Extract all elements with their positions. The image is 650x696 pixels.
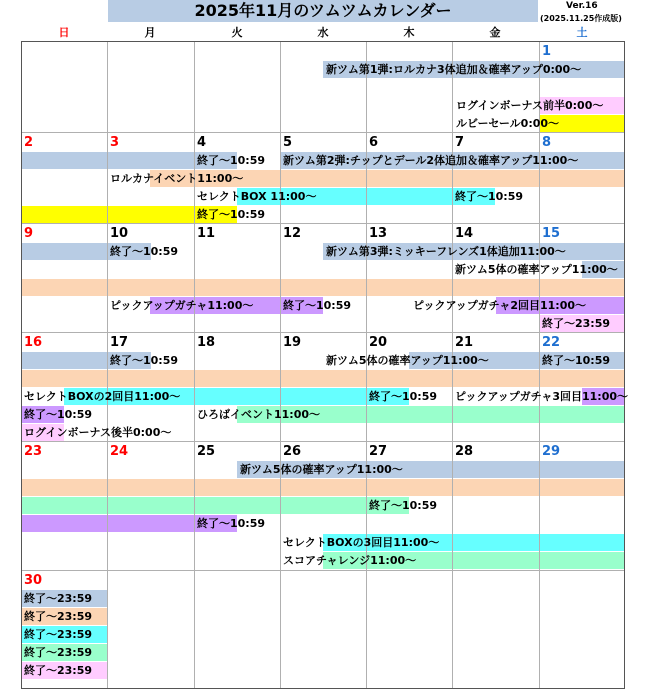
event-select-box: セレクトBOX 11:00～ bbox=[197, 190, 317, 203]
event-login-first-end: 終了～23:59 bbox=[542, 317, 611, 330]
date-21: 21 bbox=[455, 335, 474, 350]
event-pickup-gacha-end: 終了～10:59 bbox=[283, 299, 352, 312]
date-1: 1 bbox=[542, 44, 552, 59]
event-pickup-gacha-3-end: 終了～10:59 bbox=[197, 517, 266, 530]
made-date-label: (2025.11.25作成版) bbox=[540, 14, 622, 23]
date-17: 17 bbox=[110, 335, 129, 350]
weekday-sat: 土 bbox=[576, 26, 588, 39]
event-end-2: 終了～23:59 bbox=[24, 610, 93, 623]
event-select-box-end: 終了～10:59 bbox=[455, 190, 524, 203]
event-end-4: 終了～23:59 bbox=[24, 646, 93, 659]
date-19: 19 bbox=[283, 335, 302, 350]
date-14: 14 bbox=[455, 226, 474, 241]
event-end-new-tsum-3: 終了～10:59 bbox=[110, 354, 179, 367]
date-3: 3 bbox=[110, 135, 120, 150]
event-rate-up: 新ツム5体の確率アップ11:00～ bbox=[455, 263, 618, 276]
date-9: 9 bbox=[24, 226, 34, 241]
date-28: 28 bbox=[455, 444, 474, 459]
date-18: 18 bbox=[197, 335, 216, 350]
date-8: 8 bbox=[542, 135, 552, 150]
event-ruby-sale: ルビーセール0:00～ bbox=[456, 117, 560, 130]
event-new-tsum-3: 新ツム第3弾:ミッキーフレンズ1体追加11:00～ bbox=[326, 245, 566, 258]
date-12: 12 bbox=[283, 226, 302, 241]
date-2: 2 bbox=[24, 135, 34, 150]
date-5: 5 bbox=[283, 135, 293, 150]
event-lorcana: ロルカナイベント11:00～ bbox=[110, 172, 244, 185]
event-rate-up-2: 新ツム5体の確率アップ11:00～ bbox=[326, 354, 489, 367]
date-15: 15 bbox=[542, 226, 561, 241]
weekday-tue: 火 bbox=[231, 26, 243, 39]
event-pickup-gacha-2: ピックアップガチャ2回目11:00～ bbox=[413, 299, 587, 312]
event-end-5: 終了～23:59 bbox=[24, 664, 93, 677]
date-10: 10 bbox=[110, 226, 129, 241]
date-22: 22 bbox=[542, 335, 561, 350]
date-16: 16 bbox=[24, 335, 43, 350]
date-25: 25 bbox=[197, 444, 216, 459]
weekday-wed: 水 bbox=[317, 26, 329, 39]
date-6: 6 bbox=[369, 135, 379, 150]
weekday-mon: 月 bbox=[144, 26, 156, 39]
event-new-tsum-1: 新ツム第1弾:ロルカナ3体追加＆確率アップ0:00～ bbox=[326, 63, 582, 76]
weekday-thu: 木 bbox=[403, 26, 415, 39]
event-hiroba: ひろばイベント11:00～ bbox=[197, 408, 321, 421]
event-select-box-2: セレクトBOXの2回目11:00～ bbox=[24, 390, 181, 403]
event-end-3: 終了～23:59 bbox=[24, 628, 93, 641]
date-29: 29 bbox=[542, 444, 561, 459]
date-24: 24 bbox=[110, 444, 129, 459]
event-rate-up-3: 新ツム5体の確率アップ11:00～ bbox=[240, 463, 403, 476]
event-new-tsum-2: 新ツム第2弾:チップとデール2体追加＆確率アップ11:00～ bbox=[283, 154, 579, 167]
event-login-first: ログインボーナス前半0:00～ bbox=[456, 99, 604, 112]
weekday-fri: 金 bbox=[489, 26, 501, 39]
event-pickup-gacha-2-end: 終了～10:59 bbox=[24, 408, 93, 421]
event-end-new-tsum-1: 終了～10:59 bbox=[197, 154, 266, 167]
date-30: 30 bbox=[24, 573, 43, 588]
date-4: 4 bbox=[197, 135, 207, 150]
date-26: 26 bbox=[283, 444, 302, 459]
event-pickup-gacha-3: ピックアップガチャ3回目11:00～ bbox=[455, 390, 629, 403]
event-ruby-end: 終了～10:59 bbox=[197, 208, 266, 221]
event-rate-up-end: 終了～10:59 bbox=[542, 354, 611, 367]
event-login-second: ログインボーナス後半0:00～ bbox=[24, 426, 172, 439]
date-20: 20 bbox=[369, 335, 388, 350]
date-11: 11 bbox=[197, 226, 216, 241]
page-title: 2025年11月のツムツムカレンダー bbox=[108, 0, 538, 22]
weekday-sun: 日 bbox=[58, 26, 70, 39]
date-23: 23 bbox=[24, 444, 43, 459]
event-pickup-gacha: ピックアップガチャ11:00～ bbox=[110, 299, 254, 312]
event-end-1: 終了～23:59 bbox=[24, 592, 93, 605]
event-end-new-tsum-2: 終了～10:59 bbox=[110, 245, 179, 258]
event-score-challenge: スコアチャレンジ11:00～ bbox=[283, 554, 417, 567]
date-13: 13 bbox=[369, 226, 388, 241]
event-select-box-2-end: 終了～10:59 bbox=[369, 390, 438, 403]
date-27: 27 bbox=[369, 444, 388, 459]
event-hiroba-end: 終了～10:59 bbox=[369, 499, 438, 512]
date-7: 7 bbox=[455, 135, 465, 150]
event-select-box-3: セレクトBOXの3回目11:00～ bbox=[283, 536, 440, 549]
version-label: Ver.16 bbox=[566, 1, 598, 11]
